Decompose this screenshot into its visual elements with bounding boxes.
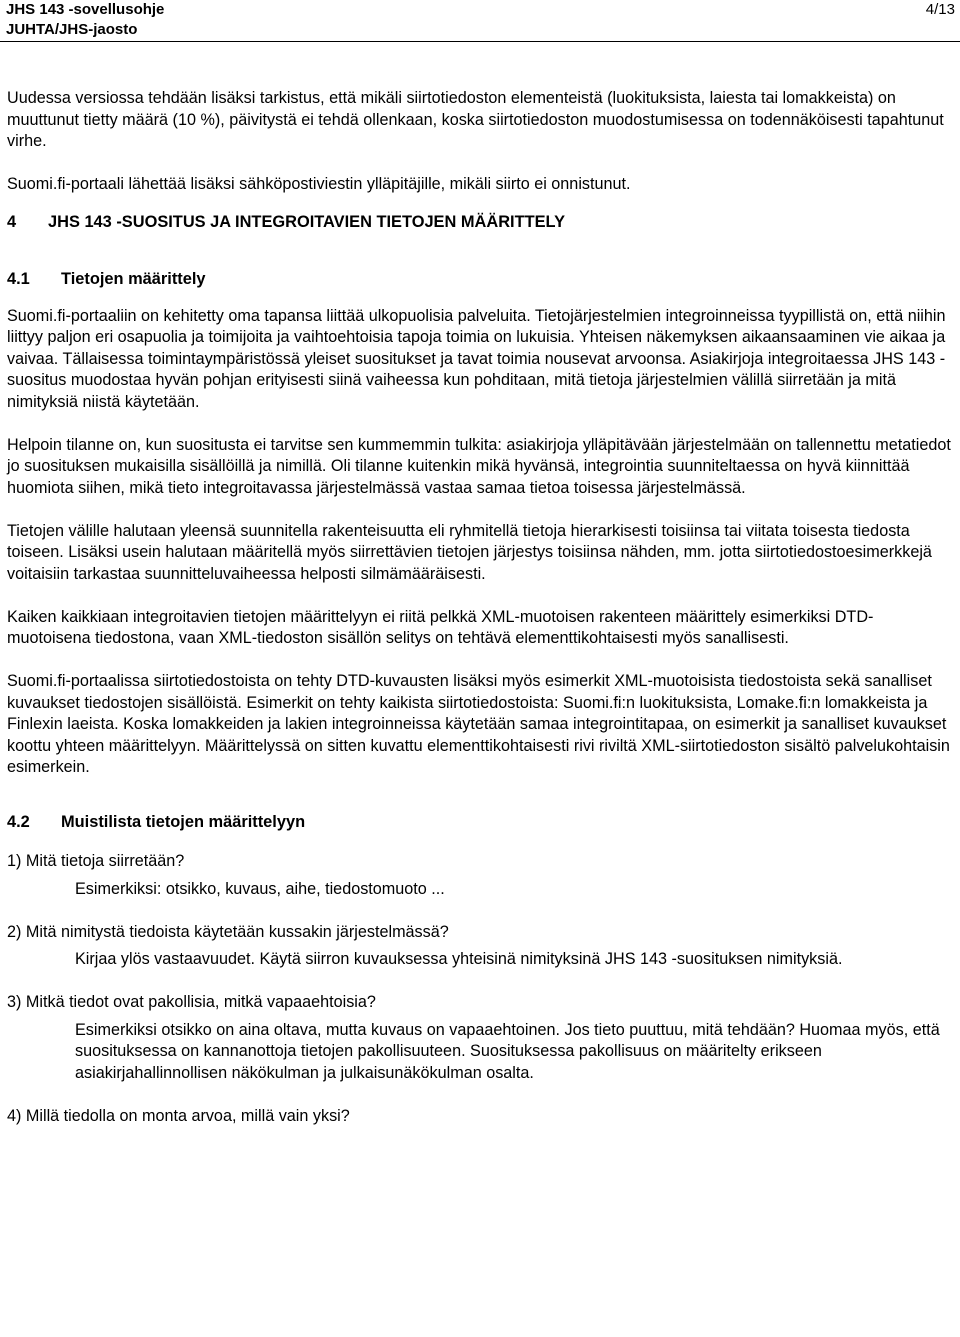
- paragraph: Suomi.fi-portaalissa siirtotiedostoista on tehty DTD-kuvausten lisäksi myös esimerkit XML-muotoisista tiedostoista sekä sanalliset kuvaukset tiedostojen sisällöistä. Esimerkit on tehty kaikista siirtotiedostoista: Suomi.fi:n luokituksista, Lomake.fi:n lomakkeista ja Finlexin laeista. Koska lomakkeiden ja lakien integroinneissa käytetään samaa integrointitapaa, on esimerkit ja sanalliset kuvaukset koottu yhteen määrittelyyn. Määrittelyssä on sitten kuvattu elementtikohtaisesti rivi riviltä XML-siirtotiedoston sisältö palvelukohtaisin esimerkein.: [7, 672, 950, 776]
- section-number: 4.2: [7, 812, 30, 831]
- section-number: 4: [7, 212, 17, 231]
- checklist-answer: Esimerkiksi otsikko on aina oltava, mutta kuvaus on vapaaehtoinen. Jos tieto puuttuu, mitä tehdään? Huomaa myös, että suosituksessa on kannanottoja tietojen pakollisuuteen. Suosituksessa pakollisuus on määritelty erikseen asiakirjahallinnollisen näkökulman ja julkaisunäkökulman osalta.: [75, 1020, 940, 1082]
- section-title: JHS 143 -SUOSITUS JA INTEGROITAVIEN TIETOJEN MÄÄRITTELY: [48, 212, 565, 231]
- paragraph: Suomi.fi-portaaliin on kehitetty oma tapansa liittää ulkopuolisia palveluita. Tietojärjestelmien integroinneissa tyypillistä on, että niihin liittyy paljon eri osapuolia ja toimijoita ja vaihtoehtoisia tapoja toimia on lukuisia. Yhteisen näkemyksen aikaansaaminen vie aikaa ja vaivaa. Tällaisessa toimintaympäristössä yleiset suositukset ja tavat toimia nousevat arvoonsa. Asiakirjoja integroitaessa JHS 143 -suositus muodostaa hyvän pohjan erityisesti siinä vaiheessa kun pohditaan, mitä tietoja järjestelmien välillä siirretään ja mitä nimityksiä niistä käytetään.: [7, 306, 946, 411]
- doc-title: JHS 143 -sovellusohje: [6, 1, 165, 18]
- group-name: JUHTA/JHS-jaosto: [6, 21, 138, 38]
- paragraph: Tietojen välille halutaan yleensä suunnitella rakenteisuutta eli ryhmitellä tietoja hierarkisesti toisiinsa tai viitata toisesta tiedosta toiseen. Lisäksi usein halutaan määritellä myös siirrettävien tietojen järjestys toisiinsa nähden, mm. jotta siirtotiedostoesimerkkejä voitaisiin tarkastaa suunnitteluvaiheessa helposti silmämääräisesti.: [7, 521, 932, 583]
- checklist-answer: Esimerkiksi: otsikko, kuvaus, aihe, tiedostomuoto ...: [75, 879, 445, 898]
- header-divider: [0, 41, 960, 42]
- section-4-heading: [7, 212, 957, 234]
- checklist-answer: Kirjaa ylös vastaavuudet. Käytä siirron kuvauksessa yhteisinä nimityksinä JHS 143 -suosituksen nimityksiä.: [75, 950, 843, 968]
- section-title: Muistilista tietojen määrittelyyn: [61, 812, 306, 831]
- header-left: [6, 0, 164, 40]
- checklist-question: 4) Millä tiedolla on monta arvoa, millä vain yksi?: [7, 1106, 350, 1125]
- section-4-1-heading: [7, 269, 957, 291]
- checklist-question: 2) Mitä nimitystä tiedoista käytetään kussakin järjestelmässä?: [7, 922, 449, 941]
- paragraph: Helpoin tilanne on, kun suositusta ei tarvitse sen kummemmin tulkita: asiakirjoja ylläpitävään järjestelmään on tallennettu metatiedot jo suosituksen mukaisilla sisällöillä ja nimillä. Oli tilanne kuitenkin mikä hyvänsä, integrointia suunniteltaessa on hyvä kiinnittää huomiota siihen, mikä tieto integroitavassa järjestelmässä vastaa samaa tietoa toisessa järjestelmässä.: [7, 435, 951, 497]
- intro-paragraph-2: Suomi.fi-portaali lähettää lisäksi sähköpostiviestin ylläpitäjille, mikäli siirto ei onnistunut.: [7, 175, 631, 193]
- section-4-2-heading: [7, 812, 957, 834]
- checklist-question: 3) Mitkä tiedot ovat pakollisia, mitkä vapaaehtoisia?: [7, 993, 376, 1011]
- document-body: [7, 88, 957, 1133]
- checklist-question: 1) Mitä tietoja siirretään?: [7, 852, 185, 870]
- section-title: Tietojen määrittely: [61, 270, 206, 288]
- section-number: 4.1: [7, 270, 30, 288]
- page-number: 4/13: [925, 1, 955, 18]
- intro-paragraph-1: Uudessa versiossa tehdään lisäksi tarkistus, että mikäli siirtotiedoston elementeistä (luokituksista, laiesta tai lomakkeista) on muuttunut tietty määrä (10 %), päivitystä ei tehdä ollenkaan, koska siirtotiedoston muodostumisessa on todennäköisesti tapahtunut virhe.: [7, 89, 944, 150]
- page-header: [0, 0, 960, 46]
- paragraph: Kaiken kaikkiaan integroitavien tietojen määrittelyyn ei riitä pelkkä XML-muotoisen rakenteen määrittely esimerkiksi DTD-muotoisena tiedostona, vaan XML-tiedoston sisällön selitys on tehtävä elementtikohtaisesti myös sanallisesti.: [7, 607, 874, 647]
